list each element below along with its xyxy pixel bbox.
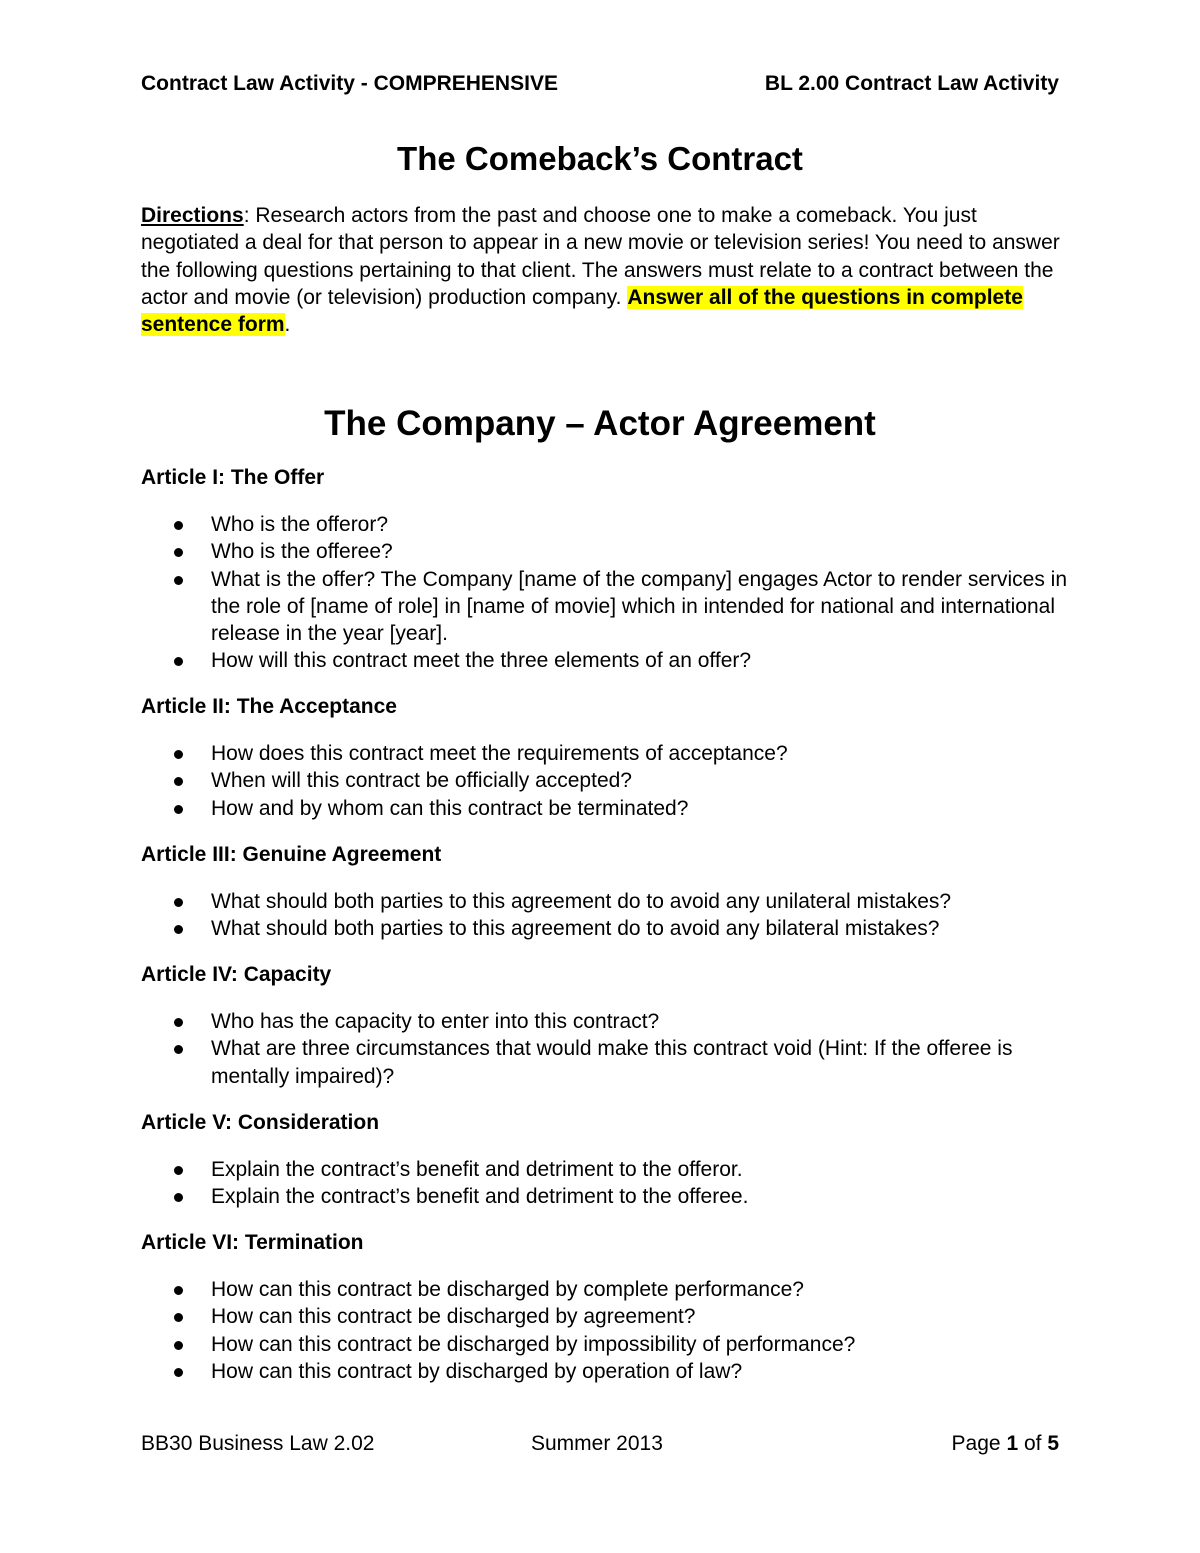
list-item — [141, 1276, 1081, 1303]
bullet-icon — [174, 1018, 183, 1027]
question-text: How and by whom can this contract be terminated? — [211, 796, 689, 820]
question-list — [141, 740, 1081, 822]
page-middle: of — [1018, 1432, 1048, 1455]
bullet-icon — [174, 576, 183, 585]
list-item — [141, 566, 1081, 648]
agreement-title: The Company – Actor Agreement — [324, 404, 876, 443]
article-offer — [141, 465, 1081, 675]
bullet-icon — [174, 657, 183, 666]
question-list — [141, 888, 1081, 943]
list-item — [141, 647, 1081, 674]
list-item — [141, 740, 1081, 767]
list-item — [141, 915, 1081, 942]
header-left: Contract Law Activity - COMPREHENSIVE — [141, 72, 558, 95]
question-text: Explain the contract’s benefit and detriment to the offeree. — [211, 1185, 749, 1209]
list-item — [141, 1358, 1081, 1385]
list-item — [141, 888, 1081, 915]
question-text: How can this contract be discharged by agreement? — [211, 1305, 696, 1329]
page-prefix: Page — [951, 1432, 1007, 1455]
bullet-icon — [174, 1286, 183, 1295]
list-item — [141, 795, 1081, 822]
bullet-icon — [174, 548, 183, 557]
article-termination — [141, 1230, 1081, 1385]
list-item — [141, 1008, 1081, 1035]
question-text: What are three circumstances that would make this contract void (Hint: If the offeree is mentally impaired)? — [211, 1037, 1013, 1088]
article-title: Article III: Genuine Agreement — [141, 843, 442, 866]
question-text: Who has the capacity to enter into this contract? — [211, 1010, 660, 1033]
question-list — [141, 1276, 1081, 1385]
bullet-icon — [174, 1313, 183, 1322]
question-text: What should both parties to this agreement do to avoid any bilateral mistakes? — [211, 917, 940, 941]
bullet-icon — [174, 1045, 183, 1054]
list-item — [141, 538, 1081, 565]
question-text: When will this contract be officially accepted? — [211, 769, 632, 793]
document-title: The Comeback’s Contract — [397, 140, 803, 177]
article-title: Article II: The Acceptance — [141, 695, 397, 718]
article-title: Article I: The Offer — [141, 466, 325, 489]
bullet-icon — [174, 777, 183, 786]
footer-center: Summer 2013 — [531, 1432, 663, 1455]
footer-left: BB30 Business Law 2.02 — [141, 1432, 375, 1455]
question-text: How can this contract by discharged by operation of law? — [211, 1359, 743, 1383]
question-text: How can this contract be discharged by complete performance? — [211, 1278, 804, 1301]
article-title: Article V: Consideration — [141, 1111, 380, 1134]
article-title: Article IV: Capacity — [141, 963, 332, 986]
article-acceptance — [141, 694, 1081, 822]
directions-end: . — [284, 313, 291, 337]
bullet-icon — [174, 1166, 183, 1175]
page-number — [952, 1432, 1059, 1456]
directions-highlight: Answer all of the questions in complete sentence form — [141, 285, 1023, 337]
question-text: How can this contract be discharged by impossibility of performance? — [211, 1332, 856, 1356]
question-text: Who is the offeror? — [211, 513, 389, 536]
article-consideration — [141, 1110, 1081, 1211]
list-item — [141, 1331, 1081, 1358]
bullet-icon — [174, 1368, 183, 1377]
page-current: 1 — [1006, 1432, 1019, 1455]
list-item — [141, 1183, 1081, 1210]
bullet-icon — [174, 750, 183, 759]
article-capacity — [141, 962, 1081, 1090]
header-right: BL 2.00 Contract Law Activity — [764, 72, 1059, 95]
question-text: What should both parties to this agreement do to avoid any unilateral mistakes? — [211, 890, 952, 913]
article-genuine-agreement — [141, 842, 1081, 943]
question-text: How will this contract meet the three elements of an offer? — [211, 649, 752, 673]
directions-label: Directions — [141, 204, 244, 227]
question-text: What is the offer? The Company [name of the company] engages Actor to render services in the role of [name of role] in [name of movie] which in intended for national and international release in the year [year]. — [211, 567, 1068, 646]
question-list — [141, 1008, 1081, 1090]
list-item — [141, 511, 1081, 538]
list-item — [141, 1035, 1081, 1090]
question-list — [141, 511, 1081, 675]
directions-paragraph — [141, 202, 1071, 338]
list-item — [141, 767, 1081, 794]
bullet-icon — [174, 1193, 183, 1202]
bullet-icon — [174, 925, 183, 934]
bullet-icon — [174, 805, 183, 814]
list-item — [141, 1303, 1081, 1330]
bullet-icon — [174, 521, 183, 530]
bullet-icon — [174, 1341, 183, 1350]
list-item — [141, 1156, 1081, 1183]
bullet-icon — [174, 898, 183, 907]
question-text: How does this contract meet the requirements of acceptance? — [211, 742, 788, 765]
question-text: Who is the offeree? — [211, 540, 393, 564]
article-title: Article VI: Termination — [141, 1231, 364, 1254]
directions-text: : Research actors from the past and choose one to make a comeback. You just negotiated a deal for that person to appear in a new movie or television series! You need to answer the following questions pertaining to that client. The answers must relate to a contract between the actor and movie (or television) production company. — [141, 204, 1060, 309]
question-list — [141, 1156, 1081, 1211]
question-text: Explain the contract’s benefit and detriment to the offeror. — [211, 1158, 743, 1181]
page-total: 5 — [1047, 1432, 1059, 1455]
